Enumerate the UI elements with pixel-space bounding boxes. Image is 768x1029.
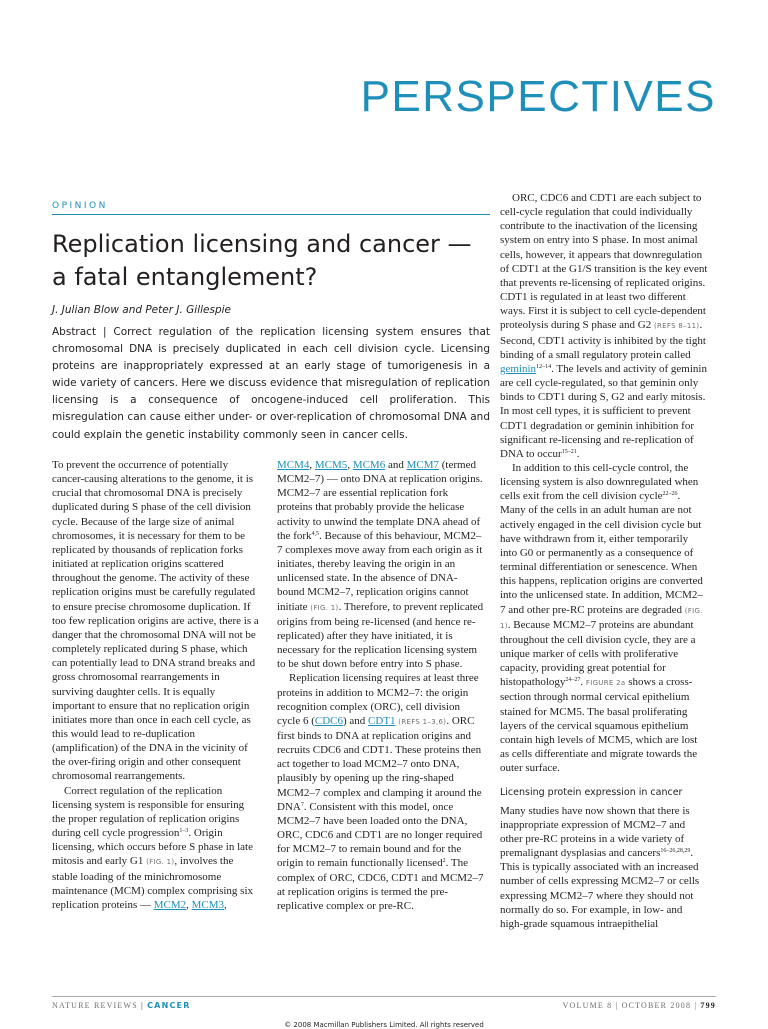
reference-superscript[interactable]: 7 bbox=[300, 801, 304, 808]
paragraph-text: (termed MCM2–7) — onto DNA at replication origins. MCM2–7 are essential replication fork proteins that probably provide the helicase activity to unwind the template DNA ahead of the fork bbox=[277, 459, 483, 542]
references-link[interactable]: (REFS 1–3,6) bbox=[398, 717, 447, 726]
subsection-heading: Licensing protein expression in cancer bbox=[500, 787, 683, 799]
reference-superscript[interactable]: 24–27 bbox=[565, 677, 581, 684]
reference-superscript[interactable]: 15–21 bbox=[561, 448, 577, 455]
issue-text: VOLUME 8 | OCTOBER 2008 | bbox=[562, 1001, 701, 1010]
gene-link-geminin[interactable]: geminin bbox=[500, 362, 537, 375]
paragraph bbox=[277, 458, 485, 671]
reference-superscript[interactable]: 22–26 bbox=[662, 491, 678, 498]
article-abstract: Abstract | Correct regulation of the replication licensing system ensures that chromosomal DNA is precisely duplicated in each cell division cycle. Licensing proteins are inappropriately expressed at an early stage of tumorigenesis in a wide variety of cancers. Here we discuss evidence that misregulation of replication licensing is a consequence of oncogene-induced cell proliferation. This misregulation can cause either under- or over-replication of chromosomal DNA and could explain the genetic instability commonly seen in cancer cells. bbox=[52, 326, 490, 441]
paragraph bbox=[500, 191, 708, 461]
journal-name: NATURE REVIEWS bbox=[52, 1001, 138, 1010]
separator: | bbox=[137, 1001, 148, 1010]
article-authors: J. Julian Blow and Peter J. Gillespie bbox=[52, 304, 232, 316]
body-column-2 bbox=[277, 458, 485, 913]
paragraph-text: shows a cross-section through normal cervical epithelium stained for MCM5. The basal proliferating layers of the cervical squamous epithelium contain high levels of MCM5, which are lost as cells differentiate and migrate towards the outer surface. bbox=[500, 676, 698, 775]
paragraph-text: Correct regulation of the replication licensing system is responsible for ensuring the proper regulation of replication origins during cell cycle progression bbox=[52, 784, 245, 840]
article-category-label: OPINION bbox=[52, 201, 108, 211]
paragraph-text: Replication licensing requires at least three proteins in addition to MCM2–7: the origin recognition complex (ORC), cell division cycle 6 ( bbox=[277, 672, 479, 727]
paragraph-text: , involves the stable loading of the minichromosome maintenance (MCM) complex comprising six replication proteins — bbox=[52, 855, 254, 911]
figure-reference-link[interactable]: (FIG. 1) bbox=[310, 603, 339, 612]
paragraph-text: . Consistent with this model, once MCM2–7 have been loaded onto the DNA, ORC, CDC6 and CDT1 are no longer required for MCM2–7 to remain bound and for the origin to remain functionally licensed bbox=[277, 800, 483, 870]
separator: , bbox=[186, 898, 192, 911]
gene-link-mcm4[interactable]: MCM4 bbox=[277, 459, 310, 471]
paragraph-text: . The levels and activity of geminin are cell cycle-regulated, so that geminin only binds to CDT1 during S, G2 and early mitosis. In most cell types, it is sufficient to prevent CDT1 degradation or geminin inhibition for significant re-licensing and re-replication of DNA to occur bbox=[500, 362, 707, 460]
paragraph bbox=[500, 461, 708, 775]
paragraph-text: ORC, CDC6 and CDT1 are each subject to cell-cycle regulation that could individually contribute to the inactivation of the licensing system on entry into S phase. In most animal cells, however, it appears that downregulation of CDT1 at the G1/S transition is the key event that prevents re-licensing of replicated origins. CDT1 is regulated in at least two different ways. First it is subject to cell cycle-dependent proteolysis during S phase and G2 bbox=[500, 192, 708, 332]
copyright-notice: © 2008 Macmillan Publishers Limited. All rights reserved bbox=[284, 1021, 484, 1029]
reference-superscript[interactable]: 2 bbox=[442, 858, 446, 865]
figure-reference-link[interactable]: (FIG. 1) bbox=[146, 858, 175, 867]
gene-link-cdt1[interactable]: CDT1 bbox=[368, 714, 396, 727]
gene-link-mcm3[interactable]: MCM3 bbox=[191, 898, 225, 911]
references-link[interactable]: (REFS 8–11) bbox=[653, 322, 700, 331]
paragraph-text: . Because of this behaviour, MCM2–7 complexes move away from each origin as it initiates, thereby leaving the origin in an unlicensed state. In the absence of DNA-bound MCM2–7, replication origins cannot initiate bbox=[277, 529, 483, 613]
gene-link-mcm7[interactable]: MCM7 bbox=[406, 459, 440, 471]
gene-link-mcm6[interactable]: MCM6 bbox=[352, 459, 386, 471]
paragraph-text: Many studies have now shown that there is inappropriate expression of MCM2–7 and other pre-RC proteins in a wide variety of premalignant dysplasias and cancers bbox=[500, 804, 690, 860]
paragraph-text: . bbox=[580, 676, 586, 689]
paragraph-text: . Because MCM2–7 proteins are abundant throughout the cell division cycle, they are a unique marker of cells with proliferative capacity, providing great potential for histopathology bbox=[500, 618, 696, 689]
paragraph-text: . The complex of ORC, CDC6, CDT1 and MCM2–7 at replication origins is termed the pre-replicative complex or pre-RC. bbox=[277, 857, 484, 912]
paragraph-text: . ORC first binds to DNA at replication origins and recruits CDC6 and CDT1. These proteins then act together to load MCM2–7 onto DNA, plausibly by opening up the ring-shaped MCM2–7 complex and clamping it around the DNA bbox=[277, 714, 482, 813]
paragraph-text: . Second, CDT1 activity is inhibited by the tight binding of a small regulatory protein called bbox=[500, 319, 706, 361]
paragraph bbox=[500, 804, 708, 931]
gene-link-cdc6[interactable]: CDC6 bbox=[314, 714, 343, 727]
paragraph-text: . Origin licensing, which occurs before S phase in late mitosis and early G1 bbox=[52, 827, 253, 868]
figure-reference-link[interactable]: (FIG. 1) bbox=[500, 606, 703, 630]
figure-reference-link[interactable]: FIGURE 2a bbox=[585, 679, 626, 688]
section-header: PERSPECTIVES bbox=[360, 72, 716, 121]
journal-section: CANCER bbox=[147, 1001, 191, 1010]
paragraph-text: In addition to this cell-cycle control, the licensing system is also downregulated when cells exit from the cell division cycle bbox=[500, 461, 699, 503]
gene-link-mcm5[interactable]: MCM5 bbox=[314, 459, 348, 471]
page-number: 799 bbox=[700, 1001, 716, 1010]
paragraph-text: . Many of the cells in an adult human are not actively engaged in the cell division cycle but have withdrawn from it, either temporarily into G0 or permanently as a consequence of terminal differentiation or senescence. When this happens, replication origins are converted into the unlicensed state. In addition, MCM2–7 and other pre-RC proteins are degraded bbox=[500, 490, 703, 616]
category-divider bbox=[52, 214, 490, 215]
paragraph bbox=[52, 784, 260, 912]
separator: , bbox=[224, 898, 227, 911]
reference-superscript[interactable]: 12–14 bbox=[536, 363, 552, 370]
separator: , bbox=[347, 459, 353, 471]
body-column-1 bbox=[52, 458, 260, 912]
footer-issue-info bbox=[563, 1001, 716, 1010]
separator: , bbox=[309, 459, 315, 471]
footer-divider bbox=[52, 996, 716, 997]
body-column-3 bbox=[500, 191, 708, 931]
reference-superscript[interactable]: 16–26,28,29 bbox=[660, 848, 691, 855]
article-title: Replication licensing and cancer — a fatal entanglement? bbox=[52, 230, 472, 291]
paragraph bbox=[277, 671, 485, 913]
paragraph-text: ) and bbox=[343, 714, 369, 727]
reference-superscript[interactable]: 1–3 bbox=[179, 828, 189, 835]
footer-journal bbox=[52, 1001, 191, 1010]
gene-link-mcm2[interactable]: MCM2 bbox=[153, 898, 187, 911]
paragraph-text: . This is typically associated with an increased number of cells expressing MCM2–7 or cells expressing MCM2–7 where they should not normally do so. For example, in low- and high-grade squamous intraepithelial bbox=[500, 847, 700, 930]
paragraph: To prevent the occurrence of potentially cancer-causing alterations to the genome, it is crucial that chromosomal DNA is precisely duplicated during S phase of the cell division cycle. Because of the large size of animal chromosomes, it is necessary for them to be replicated by thousands of replication forks initiated at replication origins scattered throughout the genome. The activity of these replication origins must be carefully regulated to ensure precise chromosome duplication. If too few replication origins are active, there is a danger that the chromosomal DNA will not be completely replicated during S phase, which can potentially lead to DNA strand breaks and gross chromosomal rearrangements in surviving daughter cells. It is equally important to ensure that no replication origin initiates more than once in each cell cycle, as this would lead to re-duplication (amplification) of the DNA in the vicinity of the over-firing origin and other consequent chromosomal rearrangements. bbox=[52, 459, 259, 783]
paragraph-text: and bbox=[385, 459, 407, 471]
reference-superscript[interactable]: 4,5 bbox=[311, 530, 320, 537]
paragraph-text: . bbox=[576, 447, 580, 460]
paragraph-text: . Therefore, to prevent replicated origins from being re-licensed (and hence re-replicated) after they have initiated, it is necessary for the replication licensing system to be shut down before entry into S phase. bbox=[277, 600, 484, 671]
